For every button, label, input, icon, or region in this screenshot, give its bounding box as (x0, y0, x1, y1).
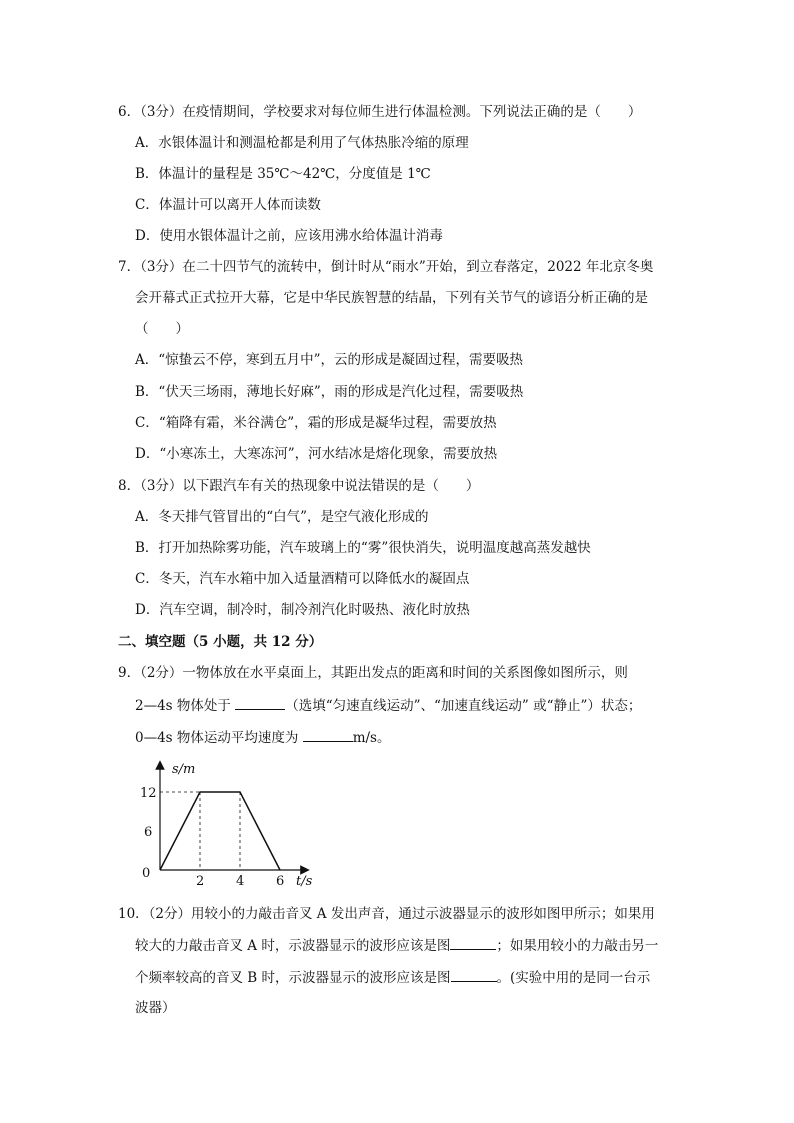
q10-blank-1[interactable] (450, 935, 496, 950)
q10-line3-text-b: 。(实验中用的是同一台示 (496, 970, 651, 986)
q6-option-c: C．体温计可以离开人体而读数 (135, 197, 321, 213)
distance-series-line (160, 792, 280, 870)
q7-stem-line2: 会开幕式正式拉开大幕，它是中华民族智慧的结晶，下列有关节气的谚语分析正确的是 (135, 290, 648, 306)
q9-line3-text-b: m/s。 (352, 730, 391, 746)
q6-stem: 6．（3分）在疫情期间，学校要求对每位师生进行体温检测。下列说法正确的是（ ） (118, 104, 642, 120)
q9-line2 (135, 695, 641, 716)
distance-time-graph (130, 755, 330, 895)
q9-blank-1[interactable] (235, 695, 285, 710)
section-title: 二、填空题（5 小题，共 12 分） (118, 634, 323, 650)
q8-option-a: A．冬天排气管冒出的“白气”，是空气液化形成的 (135, 509, 429, 525)
q10-line3 (135, 967, 650, 988)
q6-option-d: D．使用水银体温计之前，应该用沸水给体温计消毒 (135, 228, 443, 244)
q10-line2 (135, 935, 658, 956)
q7-option-a: A．“惊蛰云不停，寒到五月中”，云的形成是凝固过程，需要吸热 (135, 352, 524, 368)
y-axis-label: s/m (172, 762, 196, 777)
q7-stem-line3: （ ） (135, 321, 189, 337)
q8-option-c: C．冬天，汽车水箱中加入适量酒精可以降低水的凝固点 (135, 571, 470, 587)
x-tick-label: 4 (236, 874, 245, 889)
q7-stem-line1: 7．（3分）在二十四节气的流转中，倒计时从“雨水”开始，到立春落定，2022 年北京冬奥 (118, 259, 654, 275)
q7-option-b: B．“伏天三场雨，薄地长好麻”，雨的形成是汽化过程，需要吸热 (135, 384, 524, 400)
q9-line1: 9．（2分）一物体放在水平桌面上，其距出发点的距离和时间的关系图像如图所示，则 (118, 665, 628, 681)
q10-line2-text-a: 较大的力敲击音叉 A 时，示波器显示的波形应该是图 (135, 938, 451, 954)
x-tick-label: 6 (276, 874, 285, 889)
q6-option-a: A．水银体温计和测温枪都是利用了气体热胀冷缩的原理 (135, 135, 469, 151)
q10-line4: 波器） (135, 1000, 176, 1016)
q7-option-c: C．“箱降有霜，米谷满仓”，霜的形成是凝华过程，需要放热 (135, 415, 497, 431)
origin-label: 0 (142, 866, 151, 881)
q8-option-b: B．打开加热除雾功能，汽车玻璃上的“雾”很快消失，说明温度越高蒸发越快 (135, 540, 591, 556)
q7-option-d: D．“小寒冻土，大寒冻河”，河水结冰是熔化现象，需要放热 (135, 446, 498, 462)
y-tick-label: 12 (140, 786, 157, 801)
q8-stem: 8．（3分）以下跟汽车有关的热现象中说法错误的是（ ） (118, 478, 480, 494)
x-axis-label: t/s (296, 874, 313, 889)
q10-line1: 10．（2分）用较小的力敲击音叉 A 发出声音，通过示波器显示的波形如图甲所示；如果用 (118, 906, 655, 922)
q10-line3-text-a: 个频率较高的音叉 B 时，示波器显示的波形应该是图 (135, 970, 451, 986)
q6-option-b: B．体温计的量程是 35℃～42℃，分度值是 1℃ (135, 166, 431, 182)
q9-line2-text-b: （选填“匀速直线运动”、“加速直线运动” 或“静止”）状态； (285, 698, 642, 714)
q10-blank-2[interactable] (451, 967, 497, 982)
q9-line3-text-a: 0—4s 物体运动平均速度为 (135, 730, 303, 746)
q9-line2-text-a: 2—4s 物体处于 (135, 698, 236, 714)
q8-option-d: D．汽车空调，制冷时，制冷剂汽化时吸热、液化时放热 (135, 602, 470, 618)
q10-line2-text-b: ；如果用较小的力敲击另一 (496, 938, 659, 954)
x-tick-label: 2 (196, 874, 205, 889)
q9-blank-2[interactable] (303, 727, 353, 742)
q9-line3 (135, 727, 390, 748)
y-tick-label: 6 (144, 825, 153, 840)
